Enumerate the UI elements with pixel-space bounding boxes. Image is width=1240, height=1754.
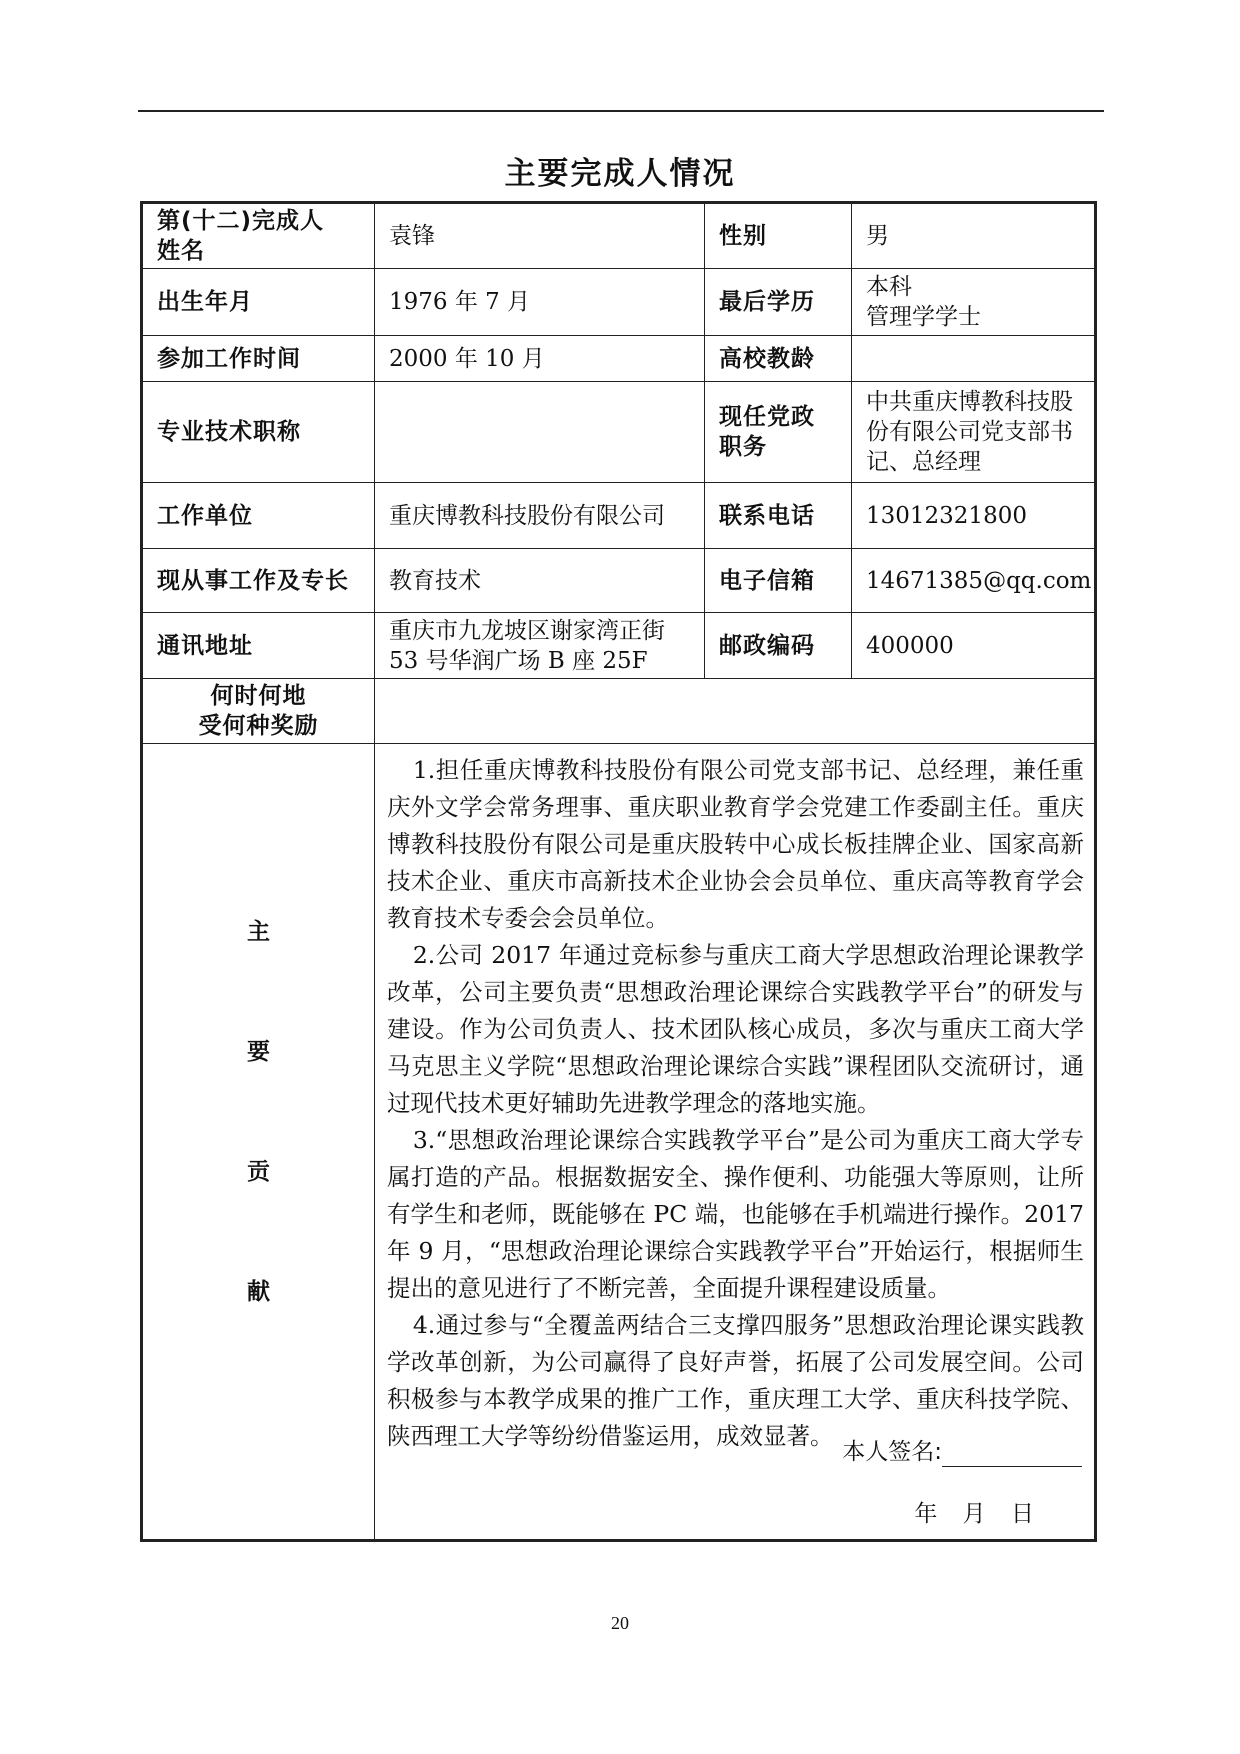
gender-label: 性别 xyxy=(705,203,852,269)
personal-info-table xyxy=(140,201,1097,1542)
contribution-paragraph: 1.担任重庆博教科技股份有限公司党支部书记、总经理，兼任重庆外文学会常务理事、重庆职业教育学会党建工作委副主任。重庆博教科技股份有限公司是重庆股转中心成长板挂牌企业、国家高新技术企业、重庆市高新技术企业协会会员单位、重庆高等教育学会教育技术专委会会员单位。 xyxy=(387,756,1084,932)
position-label: 现任党政 职务 xyxy=(705,382,852,483)
page-title: 主要完成人情况 xyxy=(504,156,736,192)
education-value: 本科 管理学学士 xyxy=(852,269,1096,336)
contributions-content xyxy=(375,744,1096,1541)
awards-value xyxy=(375,679,1096,744)
email-label: 电子信箱 xyxy=(705,549,852,613)
employer-label: 工作单位 xyxy=(142,483,375,549)
table-row xyxy=(142,549,1096,613)
title-value xyxy=(375,382,705,483)
contributions-label-char: 主 xyxy=(247,918,270,945)
address-value: 重庆市九龙坡区谢家湾正街 53 号华润广场 B 座 25F xyxy=(375,613,705,679)
awards-label: 何时何地 受何种奖励 xyxy=(142,679,375,744)
table-row xyxy=(142,203,1096,269)
signature-line xyxy=(842,1437,1082,1467)
contributions-label-char: 要 xyxy=(247,1038,270,1065)
name-label: 第(十二)完成人 姓名 xyxy=(142,203,375,269)
address-label: 通讯地址 xyxy=(142,613,375,679)
birth-date-label: 出生年月 xyxy=(142,269,375,336)
name-value: 袁锋 xyxy=(375,203,705,269)
work-start-label: 参加工作时间 xyxy=(142,336,375,382)
teaching-years-label: 高校教龄 xyxy=(705,336,852,382)
contributions-text xyxy=(375,744,1094,1455)
header-rule xyxy=(138,110,1104,112)
teaching-years-value xyxy=(852,336,1096,382)
table-row xyxy=(142,382,1096,483)
education-label: 最后学历 xyxy=(705,269,852,336)
gender-value: 男 xyxy=(852,203,1096,269)
signature-label: 本人签名: xyxy=(842,1439,942,1465)
date-line: 年 月 日 xyxy=(914,1501,1034,1527)
table-row xyxy=(142,483,1096,549)
phone-value: 13012321800 xyxy=(852,483,1096,549)
contribution-paragraph: 4.通过参与“全覆盖两结合三支撑四服务”思想政治理论课实践教学改革创新，为公司赢得了良好声誉，拓展了公司发展空间。公司积极参与本教学成果的推广工作，重庆理工大学、重庆科技学院、陕西理工大学等纷纷借鉴运用，成效显著。 xyxy=(387,1311,1084,1450)
contributions-label xyxy=(143,872,374,1352)
postcode-value: 400000 xyxy=(852,613,1096,679)
work-start-value: 2000 年 10 月 xyxy=(375,336,705,382)
table-row xyxy=(142,744,1096,1541)
table-row xyxy=(142,679,1096,744)
position-value: 中共重庆博教科技股份有限公司党支部书记、总经理 xyxy=(852,382,1096,483)
table-row xyxy=(142,613,1096,679)
contribution-paragraph: 2.公司 2017 年通过竞标参与重庆工商大学思想政治理论课教学改革，公司主要负责“思想政治理论课综合实践教学平台”的研发与建设。作为公司负责人、技术团队核心成员，多次与重庆工商大学马克思主义学院“思想政治理论课综合实践”课程团队交流研讨，通过现代技术更好辅助先进教学理念的落地实施。 xyxy=(387,941,1084,1117)
email-value: 14671385@qq.com xyxy=(852,549,1096,613)
page-number: 20 xyxy=(611,1613,629,1633)
table-row xyxy=(142,336,1096,382)
phone-label: 联系电话 xyxy=(705,483,852,549)
contributions-label-char: 贡 xyxy=(247,1158,270,1185)
contributions-label-cell xyxy=(142,744,375,1541)
employer-value: 重庆博教科技股份有限公司 xyxy=(375,483,705,549)
postcode-label: 邮政编码 xyxy=(705,613,852,679)
specialty-label: 现从事工作及专长 xyxy=(142,549,375,613)
contributions-label-char: 献 xyxy=(247,1278,270,1305)
title-label: 专业技术职称 xyxy=(142,382,375,483)
birth-date-value: 1976 年 7 月 xyxy=(375,269,705,336)
table-row xyxy=(142,269,1096,336)
specialty-value: 教育技术 xyxy=(375,549,705,613)
contribution-paragraph: 3.“思想政治理论课综合实践教学平台”是公司为重庆工商大学专属打造的产品。根据数据安全、操作便利、功能强大等原则，让所有学生和老师，既能够在 PC 端，也能够在手机端进行操作。2017 年 9 月，“思想政治理论课综合实践教学平台”开始运行，根据师生提出的意见进行了不断完善，全面提升课程建设质量。 xyxy=(387,1126,1084,1302)
signature-blank xyxy=(942,1442,1082,1467)
